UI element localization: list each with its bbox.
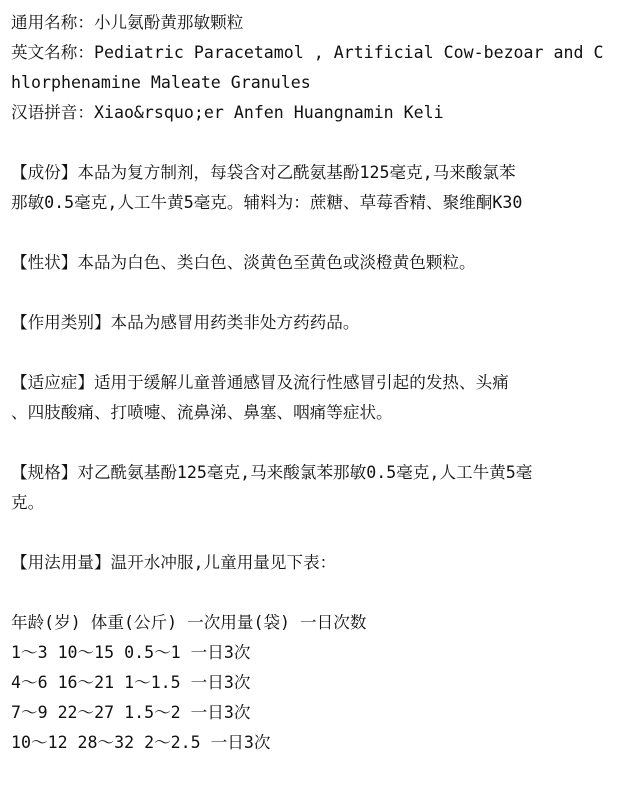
dosage-line: 【用法用量】温开水冲服,儿童用量见下表： — [11, 553, 337, 572]
composition-line-2: 那敏0.5毫克,人工牛黄5毫克。辅料为：蔗糖、草莓香精、聚维酮K30 — [11, 193, 523, 212]
generic-name-line: 通用名称：小儿氨酚黄那敏颗粒 — [11, 13, 244, 32]
english-name-line-1: 英文名称：Pediatric Paracetamol , Artificial Cow-bezoar and C — [11, 43, 604, 62]
spacer — [11, 578, 616, 608]
indications-line-2: 、四肢酸痛、打喷嚏、流鼻涕、鼻塞、咽痛等症状。 — [11, 403, 393, 422]
english-name-line-2: hlorphenamine Maleate Granules — [11, 73, 311, 92]
specification-line-2: 克。 — [11, 493, 45, 512]
pinyin-line: 汉语拼音：Xiao&rsquo;er Anfen Huangnamin Keli — [11, 103, 444, 122]
appearance-line: 【性状】本品为白色、类白色、淡黄色至黄色或淡橙黄色颗粒。 — [11, 253, 476, 272]
composition-line-1: 【成份】本品为复方制剂，每袋含对乙酰氨基酚125毫克,马来酸氯苯 — [11, 163, 516, 182]
specification-line-1: 【规格】对乙酰氨基酚125毫克,马来酸氯苯那敏0.5毫克,人工牛黄5毫 — [11, 463, 533, 482]
category-line: 【作用类别】本品为感冒用药类非处方药药品。 — [11, 313, 360, 332]
dosage-table-header: 年龄(岁) 体重(公斤) 一次用量(袋) 一日次数 — [11, 613, 367, 632]
spacer — [11, 338, 616, 368]
spacer — [11, 278, 616, 308]
spacer — [11, 428, 616, 458]
dosage-table-row: 7～9 22～27 1.5～2 一日3次 — [11, 703, 251, 722]
dosage-table-row: 4～6 16～21 1～1.5 一日3次 — [11, 673, 251, 692]
spacer — [11, 518, 616, 548]
spacer — [11, 128, 616, 158]
dosage-table-row: 1～3 10～15 0.5～1 一日3次 — [11, 643, 251, 662]
dosage-table-row: 10～12 28～32 2～2.5 一日3次 — [11, 733, 271, 752]
indications-line-1: 【适应症】适用于缓解儿童普通感冒及流行性感冒引起的发热、头痛 — [11, 373, 509, 392]
spacer — [11, 218, 616, 248]
